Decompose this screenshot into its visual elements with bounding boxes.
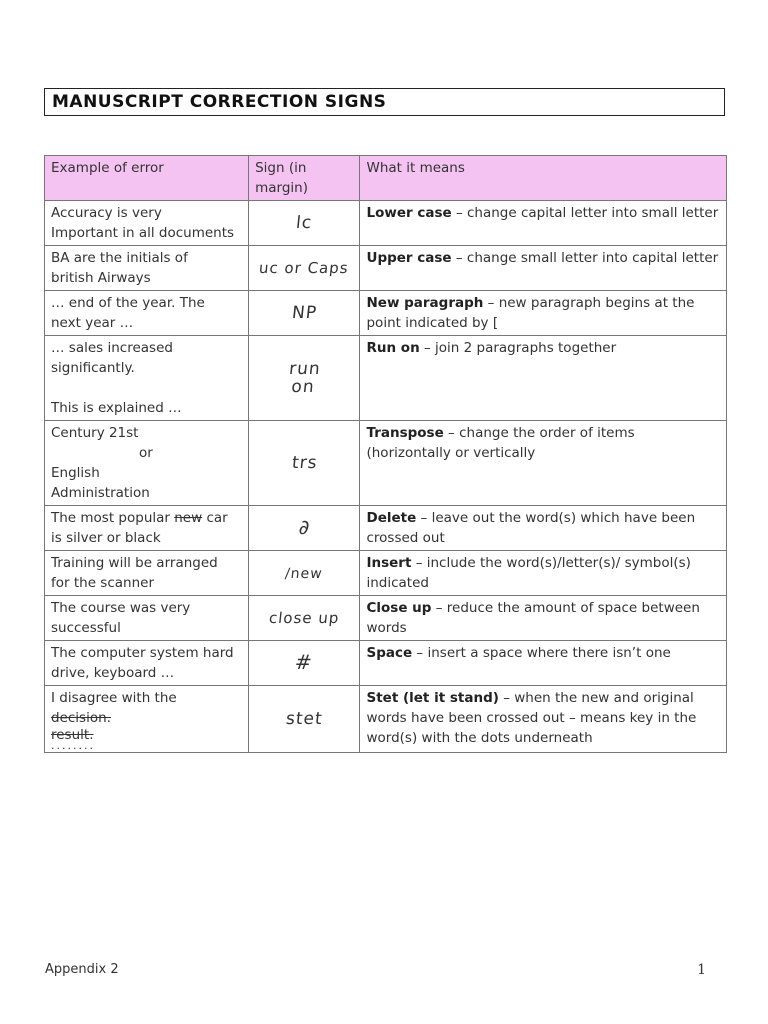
meaning-cell [360, 246, 727, 291]
sign-cell [249, 686, 360, 753]
deleted-word: decision. [51, 710, 111, 726]
sign-mark: ∂ [297, 515, 312, 539]
sign-mark: # [294, 650, 315, 674]
example-line: for the scanner [51, 575, 154, 591]
example-line: Administration [51, 485, 150, 501]
sign-cell [249, 201, 360, 246]
sign-mark: NP [290, 303, 318, 323]
meaning-cell [360, 596, 727, 641]
sign-cell [249, 291, 360, 336]
sign-cell [249, 641, 360, 686]
deleted-word: new [174, 510, 203, 526]
header-meaning: What it means [360, 156, 727, 201]
table-header-row [45, 156, 727, 201]
page-title: MANUSCRIPT CORRECTION SIGNS [52, 92, 387, 112]
example-cell [45, 336, 249, 421]
correction-signs-table [44, 155, 727, 753]
example-line: This is explained … [51, 400, 182, 416]
page-number: 1 [697, 962, 706, 978]
example-line: BA are the initials of [51, 250, 188, 266]
table-row [45, 201, 727, 246]
example-cell [45, 641, 249, 686]
example-cell [45, 686, 249, 753]
example-line: drive, keyboard … [51, 665, 175, 681]
stet-dots: ........ [51, 739, 95, 752]
sign-cell [249, 551, 360, 596]
description: – include the word(s)/letter(s)/ symbol(s) indicated [366, 555, 691, 591]
header-sign: Sign (in margin) [249, 156, 360, 201]
table-row [45, 421, 727, 506]
term: Space [366, 645, 413, 661]
example-text: The most popular [51, 510, 175, 526]
term: New paragraph [366, 295, 484, 311]
table-row [45, 551, 727, 596]
meaning-cell [360, 641, 727, 686]
example-cell [45, 596, 249, 641]
example-line: Accuracy is very [51, 205, 162, 221]
example-line: The computer system hard [51, 645, 234, 661]
example-line: or [139, 445, 153, 461]
example-line: significantly. [51, 360, 135, 376]
sign-mark: lc [295, 213, 314, 233]
sign-cell [249, 506, 360, 551]
description: – reduce the amount of space between words [366, 600, 700, 636]
sign-cell [249, 596, 360, 641]
sign-cell [249, 246, 360, 291]
example-line: successful [51, 620, 121, 636]
description: – leave out the word(s) which have been crossed out [366, 510, 696, 546]
sign-mark: close up [268, 609, 341, 627]
table-row [45, 291, 727, 336]
example-line: … sales increased [51, 340, 173, 356]
term: Stet (let it stand) [366, 690, 499, 706]
meaning-cell [360, 336, 727, 421]
example-cell [45, 291, 249, 336]
description: – change capital letter into small letter [451, 205, 719, 221]
term: Transpose [366, 425, 444, 441]
meaning-cell [360, 201, 727, 246]
sign-mark: uc or Caps [258, 259, 351, 277]
example-line: british Airways [51, 270, 151, 286]
meaning-cell [360, 506, 727, 551]
description: – new paragraph begins at the point indicated by [ [366, 295, 695, 331]
sign-cell [249, 421, 360, 506]
example-text: car [202, 510, 228, 526]
table-row [45, 686, 727, 753]
example-line: Training will be arranged [51, 555, 218, 571]
meaning-cell [360, 291, 727, 336]
description: – join 2 paragraphs together [419, 340, 617, 356]
term: Delete [366, 510, 417, 526]
example-line: English [51, 465, 100, 481]
sign-cell [249, 336, 360, 421]
table-row [45, 641, 727, 686]
sign-mark: stet [284, 709, 324, 729]
table-row [45, 596, 727, 641]
description: – insert a space where there isn’t one [412, 645, 671, 661]
sign-mark: trs [290, 453, 319, 473]
sign-mark: /new [284, 565, 324, 582]
table-row [45, 246, 727, 291]
example-line: I disagree with the [51, 690, 177, 706]
example-cell [45, 201, 249, 246]
example-cell [45, 246, 249, 291]
description: – when the new and original words have been crossed out – means key in the word(s) with the dots underneath [366, 690, 697, 746]
example-line: Important in all documents [51, 225, 235, 241]
example-line: The course was very [51, 600, 191, 616]
header-example: Example of error [45, 156, 249, 201]
description: – change small letter into capital letter [451, 250, 719, 266]
description: – change the order of items (horizontally or vertically [366, 425, 635, 461]
term: Lower case [366, 205, 452, 221]
table-row [45, 336, 727, 421]
example-cell [45, 551, 249, 596]
example-line: Century 21st [51, 425, 139, 441]
spacer [51, 378, 242, 398]
example-cell [45, 506, 249, 551]
example-line [51, 508, 242, 528]
term: Insert [366, 555, 412, 571]
kept-word: result. [51, 727, 94, 743]
term: Close up [366, 600, 432, 616]
example-line: … end of the year. The [51, 295, 205, 311]
example-line: is silver or black [51, 530, 161, 546]
meaning-cell [360, 686, 727, 753]
term: Upper case [366, 250, 452, 266]
table-row [45, 506, 727, 551]
meaning-cell [360, 551, 727, 596]
example-cell [45, 421, 249, 506]
example-line: next year … [51, 315, 134, 331]
sign-mark: run on [288, 358, 323, 397]
footer-appendix: Appendix 2 [45, 962, 119, 977]
title-box [44, 88, 725, 116]
term: Run on [366, 340, 420, 356]
meaning-cell [360, 421, 727, 506]
